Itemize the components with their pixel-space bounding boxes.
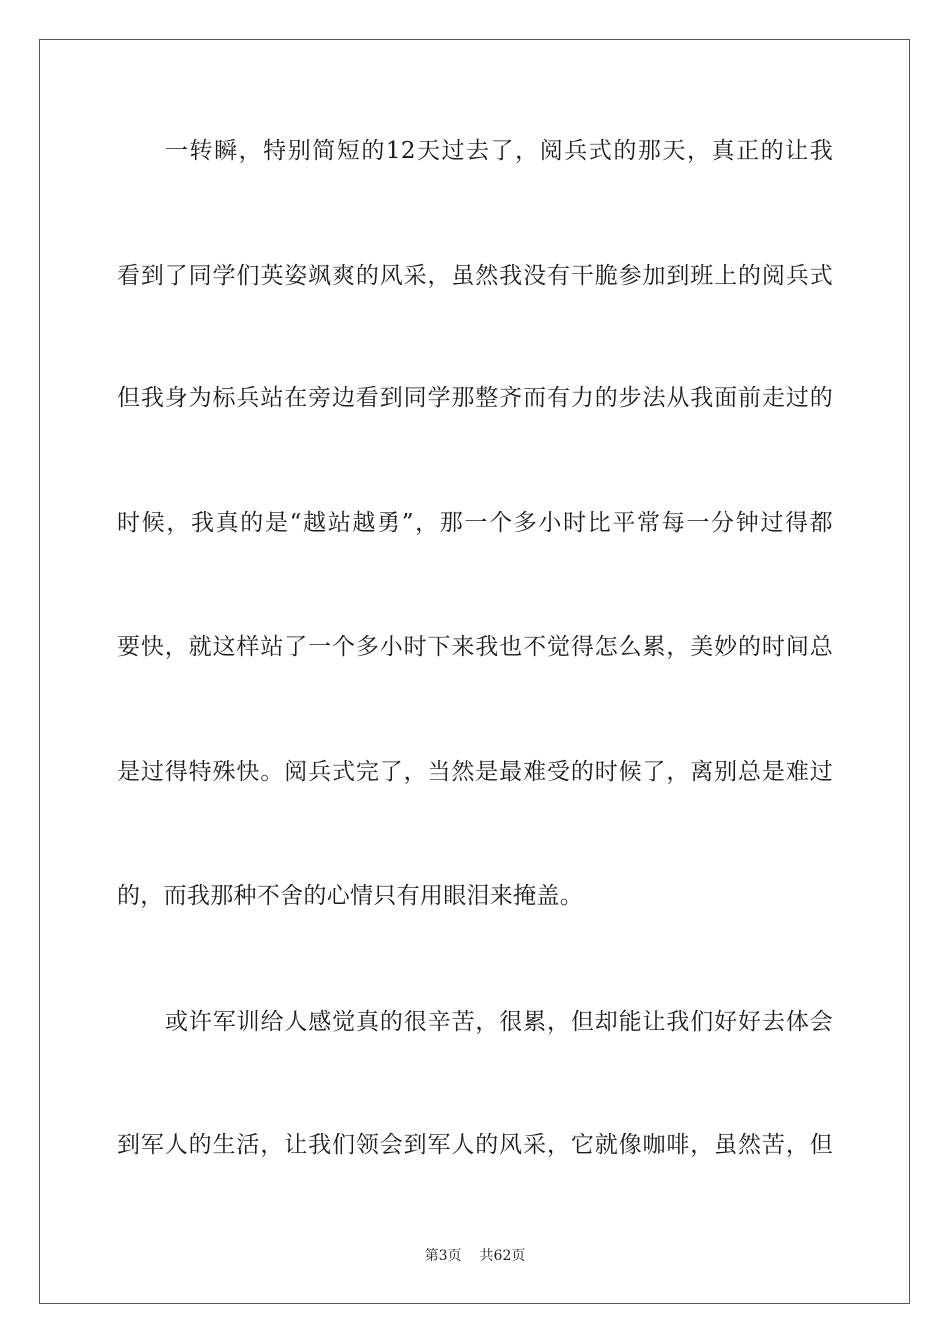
paragraph-2-line-1: 或许军训给人感觉真的很辛苦，很累，但却能让我们好好去体会 xyxy=(165,1009,833,1035)
page-number: 第3页 xyxy=(424,1248,462,1264)
paragraph-1-line-5: 要快，就这样站了一个多小时下来我也不觉得怎么累，美妙的时间总 xyxy=(117,634,833,660)
paragraph-1-line-7: 的，而我那种不舍的心情只有用眼泪来掩盖。 xyxy=(117,883,583,909)
paragraph-1-line-6: 是过得特殊快。阅兵式完了，当然是最难受的时候了，离别总是难过 xyxy=(117,759,833,785)
paragraph-1-line-2: 看到了同学们英姿飒爽的风采，虽然我没有干脆参加到班上的阅兵式 xyxy=(117,263,833,289)
page-footer xyxy=(0,1246,950,1266)
paragraph-2-line-2: 到军人的生活，让我们领会到军人的风采，它就像咖啡，虽然苦，但 xyxy=(117,1132,833,1158)
page-border xyxy=(39,39,910,1304)
paragraph-1-line-1: 一转瞬，特别简短的12天过去了，阅兵式的那天，真正的让我 xyxy=(165,138,833,164)
paragraph-1-line-3: 但我身为标兵站在旁边看到同学那整齐而有力的步法从我面前走过的 xyxy=(117,385,833,411)
paragraph-1-line-4: 时候，我真的是“越站越勇”，那一个多小时比平常每一分钟过得都 xyxy=(117,510,833,536)
page-total: 共62页 xyxy=(479,1248,526,1264)
